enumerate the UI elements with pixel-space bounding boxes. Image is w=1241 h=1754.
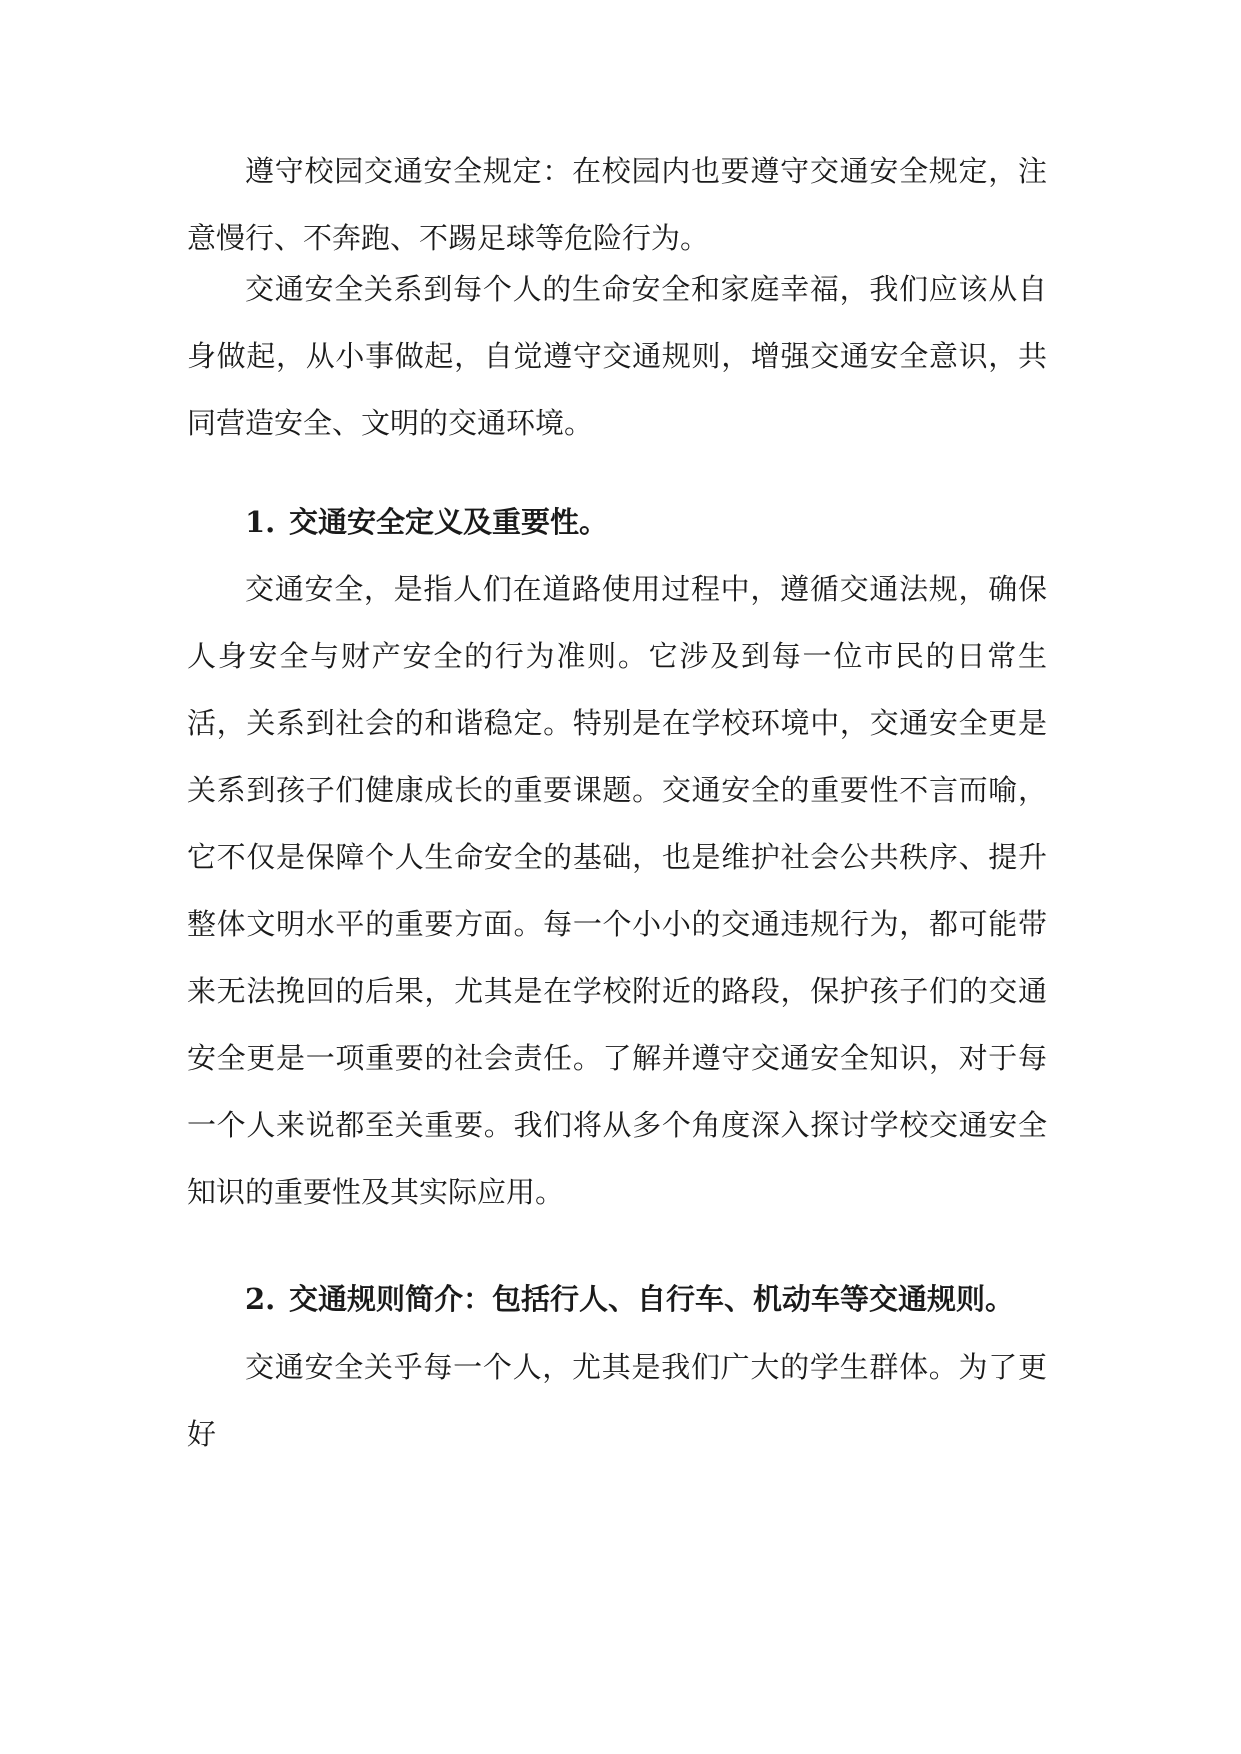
heading-text: 交通规则简介：包括行人、自行车、机动车等交通规则。 — [289, 1282, 1015, 1316]
section-heading-2 — [245, 1279, 1014, 1319]
heading-text: 交通安全定义及重要性。 — [289, 505, 609, 539]
paragraph-text: 交通安全，是指人们在道路使用过程中，遵循交通法规，确保人身安全与财产安全的行为准则。它涉及到每一位市民的日常生活，关系到社会的和谐稳定。特别是在学校环境中，交通安全更是关系到孩子们健康成长的重要课题。交通安全的重要性不言而喻，它不仅是保障个人生命安全的基础，也是维护社会公共秩序、提升整体文明水平的重要方面。每一个小小的交通违规行为，都可能带来无法挽回的后果，尤其是在学校附近的路段，保护孩子们的交通安全更是一项重要的社会责任。了解并遵守交通安全知识，对于每一个人来说都至关重要。我们将从多个角度深入探讨学校交通安全知识的重要性及其实际应用。 — [187, 572, 1047, 1209]
section-heading-1 — [245, 502, 608, 542]
paragraph-intro-rules — [187, 1334, 1047, 1468]
heading-number: 1. — [245, 505, 276, 539]
paragraph-text: 交通安全关乎每一个人，尤其是我们广大的学生群体。为了更好 — [187, 1350, 1047, 1451]
paragraph-text: 遵守校园交通安全规定：在校园内也要遵守交通安全规定，注意慢行、不奔跑、不踢足球等危险行为。 — [187, 154, 1047, 255]
heading-number: 2. — [245, 1282, 276, 1316]
paragraph-text: 交通安全关系到每个人的生命安全和家庭幸福，我们应该从自身做起，从小事做起，自觉遵守交通规则，增强交通安全意识，共同营造安全、文明的交通环境。 — [187, 272, 1047, 440]
paragraph-definition — [187, 556, 1047, 1226]
paragraph-campus-rules — [187, 138, 1047, 272]
paragraph-summary — [187, 256, 1047, 457]
